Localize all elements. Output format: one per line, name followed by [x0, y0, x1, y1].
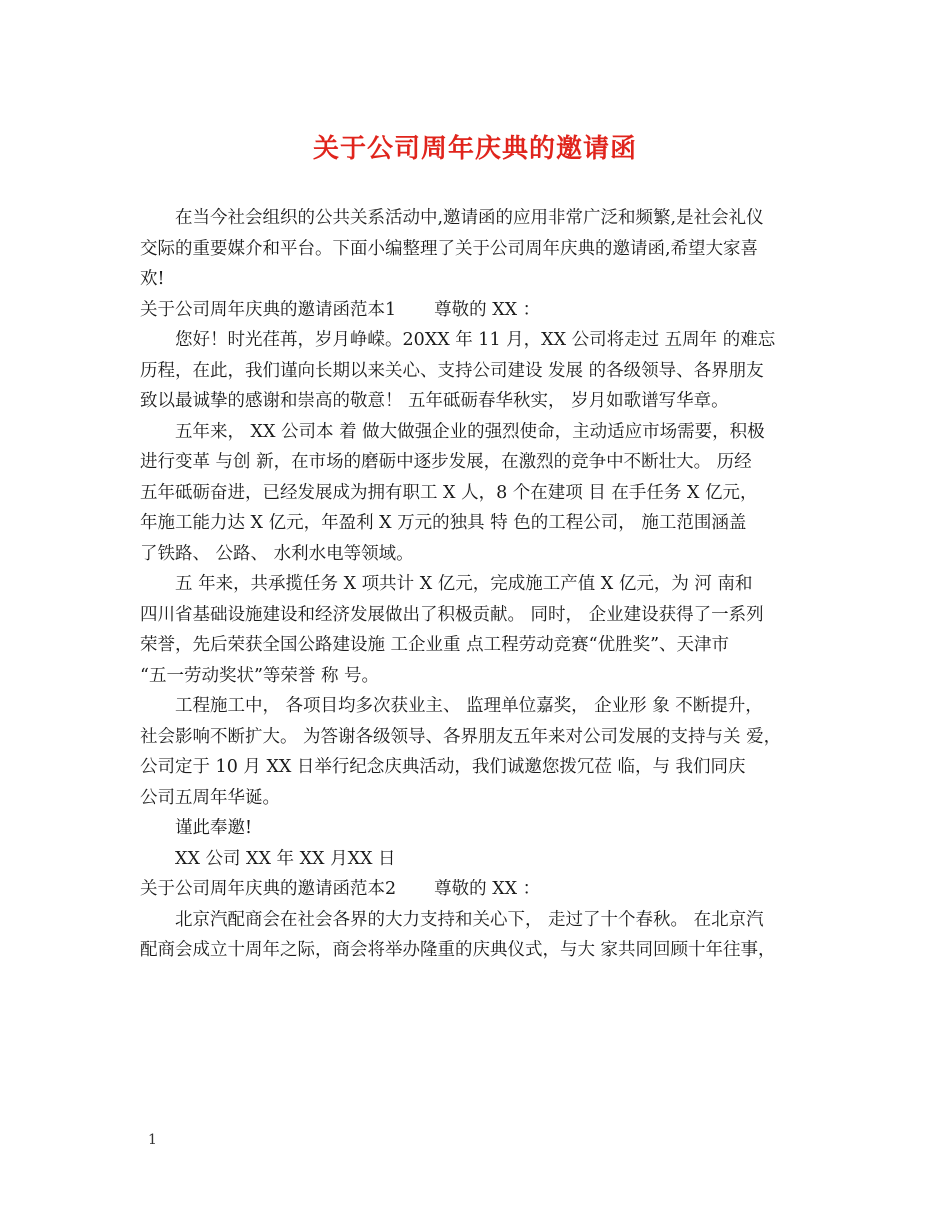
paragraph-line: 了铁路、 公路、 水利水电等领域。 [140, 543, 414, 564]
signature-line: XX 公司 XX 年 XX 月XX 日 [175, 848, 396, 869]
paragraph-line: 进行变革 与创 新，在市场的磨砺中逐步发展，在激烈的竞争中不断壮大。 历经 [140, 452, 752, 472]
sample-salutation: 尊敬的 XX ： [434, 879, 541, 899]
paragraph-line: 五年砥砺奋进，已经发展成为拥有职工 X 人，8 个在建项 目 在手任务 X 亿元， [140, 482, 758, 503]
intro-line: 在当今社会组织的公共关系活动中,邀请函的应用非常广泛和频繁,是社会礼仪 [175, 208, 764, 228]
document-title: 关于公司周年庆典的邀请函 [312, 134, 637, 164]
sample-heading-title: 关于公司周年庆典的邀请函范本2 [140, 879, 397, 899]
paragraph-line: 工程施工中， 各项目均多次获业主、 监理单位嘉奖， 企业形 象 不断提升， [175, 696, 763, 716]
sample-heading [140, 295, 822, 326]
paragraph-line: 历程，在此，我们谨向长期以来关心、支持公司建设 发展 的各级领导、各界朋友 [140, 360, 764, 381]
sample-heading-title: 关于公司周年庆典的邀请函范本1 [140, 299, 397, 320]
paragraph-line: 社会影响不断扩大。 为答谢各级领导、各界朋友五年来对公司发展的支持与关 爱， [140, 726, 782, 747]
paragraph-line: 您好！时光荏苒，岁月峥嵘。20XX 年 11 月，XX 公司将走过 五周年 的难忘 [175, 330, 776, 350]
intro-line: 欢! [140, 269, 165, 289]
intro-line: 交际的重要媒介和平台。下面小编整理了关于公司周年庆典的邀请函,希望大家喜 [140, 238, 759, 259]
paragraph-line: 公司定于 10 月 XX 日举行纪念庆典活动，我们诚邀您拨冗莅 临，与 我们同庆 [140, 757, 746, 777]
sample-heading [140, 874, 822, 905]
paragraph-line: 年施工能力达 X 亿元，年盈利 X 万元的独具 特 色的工程公司， 施工范围涵盖 [140, 513, 747, 533]
paragraph-line: “五一劳动奖状”等荣誉 称 号。 [140, 665, 380, 686]
paragraph-line: 致以最诚挚的感谢和崇高的敬意！ 五年砥砺春华秋实， 岁月如歌谱写华章。 [140, 391, 729, 411]
paragraph-line: 四川省基础设施建设和经济发展做出了积极贡献。 同时， 企业建设获得了一系列 [140, 604, 764, 625]
page-number: 1 [148, 1132, 157, 1148]
paragraph-line: 五年来， XX 公司本 着 做大做强企业的强烈使命，主动适应市场需要，积极 [175, 421, 765, 442]
closing-line: 谨此奉邀! [175, 818, 253, 838]
document-body [140, 203, 822, 966]
paragraph-line: 公司五周年华诞。 [140, 787, 280, 808]
paragraph-line: 北京汽配商会在社会各界的大力支持和关心下， 走过了十个春秋。 在北京汽 [175, 909, 764, 930]
paragraph-line: 五 年来，共承揽任务 X 项共计 X 亿元，完成施工产值 X 亿元，为 河 南和 [175, 574, 753, 594]
paragraph-line: 荣誉，先后荣获全国公路建设施 工企业重 点工程劳动竞赛“优胜奖”、天津市 [140, 635, 730, 655]
sample-salutation: 尊敬的 XX ： [434, 299, 541, 320]
paragraph-line: 配商会成立十周年之际，商会将举办隆重的庆典仪式，与大 家共同回顾十年往事， [140, 940, 776, 960]
